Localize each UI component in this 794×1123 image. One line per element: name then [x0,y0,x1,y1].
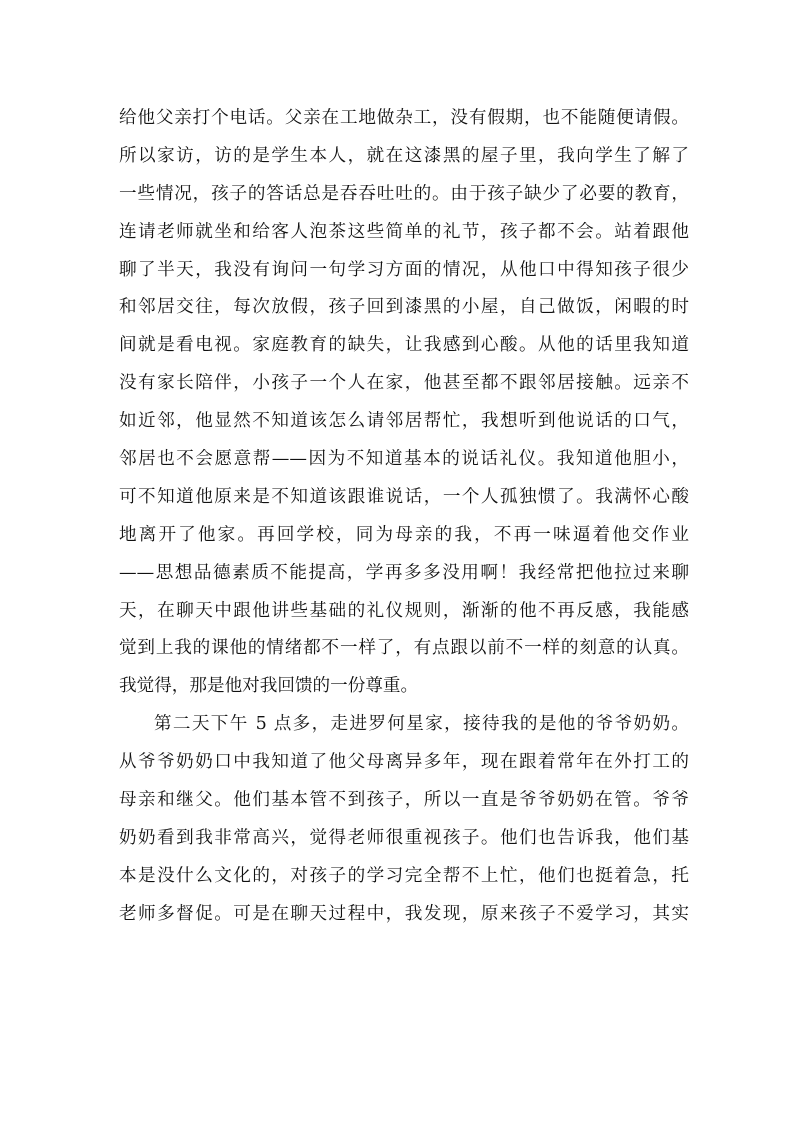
text-line: 连请老师就坐和给客人泡茶这些简单的礼节，孩子都不会。站着跟他 [119,221,689,242]
text-line: 本是没什么文化的，对孩子的学习完全帮不上忙，他们也挺着急，托 [119,865,689,886]
paragraph-end-line: 我觉得，那是他对我回馈的一份尊重。 [119,676,419,697]
text-line: ——思想品德素质不能提高，学再多多没用啊！我经常把他拉过来聊 [119,562,689,583]
text-line: 间就是看电视。家庭教育的缺失，让我感到心酸。从他的话里我知道 [119,335,689,356]
body-text [119,100,689,934]
text-line: 母亲和继父。他们基本管不到孩子，所以一直是爷爷奶奶在管。爷爷 [119,790,689,811]
text-line: 奶奶看到我非常高兴，觉得老师很重视孩子。他们也告诉我，他们基 [119,827,689,848]
text-line: 觉到上我的课他的情绪都不一样了，有点跟以前不一样的刻意的认真。 [119,638,689,659]
text-line: 一些情况，孩子的答话总是吞吞吐吐的。由于孩子缺少了必要的教育， [119,183,689,204]
text-line: 老师多督促。可是在聊天过程中，我发现，原来孩子不爱学习，其实 [119,903,689,924]
paragraph-start-line: 第二天下午 5 点多，走进罗何星家，接待我的是他的爷爷奶奶。 [154,714,689,735]
text-line: 如近邻，他显然不知道该怎么请邻居帮忙，我想听到他说话的口气， [119,411,689,432]
text-line: 聊了半天，我没有询问一句学习方面的情况，从他口中得知孩子很少 [119,259,689,280]
text-line: 邻居也不会愿意帮——因为不知道基本的说话礼仪。我知道他胆小， [119,449,689,470]
text-line: 给他父亲打个电话。父亲在工地做杂工，没有假期，也不能随便请假。 [119,108,689,128]
text-line: 和邻居交往，每次放假，孩子回到漆黑的小屋，自己做饭，闲暇的时 [119,297,689,318]
text-line: 天，在聊天中跟他讲些基础的礼仪规则，渐渐的他不再反感，我能感 [119,600,689,621]
text-line: 没有家长陪伴，小孩子一个人在家，他甚至都不跟邻居接触。远亲不 [119,373,689,394]
text-line: 所以家访，访的是学生本人，就在这漆黑的屋子里，我向学生了解了 [119,145,689,166]
text-line: 可不知道他原来是不知道该跟谁说话，一个人孤独惯了。我满怀心酸 [119,486,689,507]
text-line: 从爷爷奶奶口中我知道了他父母离异多年，现在跟着常年在外打工的 [119,752,689,773]
text-line: 地离开了他家。再回学校，同为母亲的我，不再一味逼着他交作业 [119,524,689,545]
